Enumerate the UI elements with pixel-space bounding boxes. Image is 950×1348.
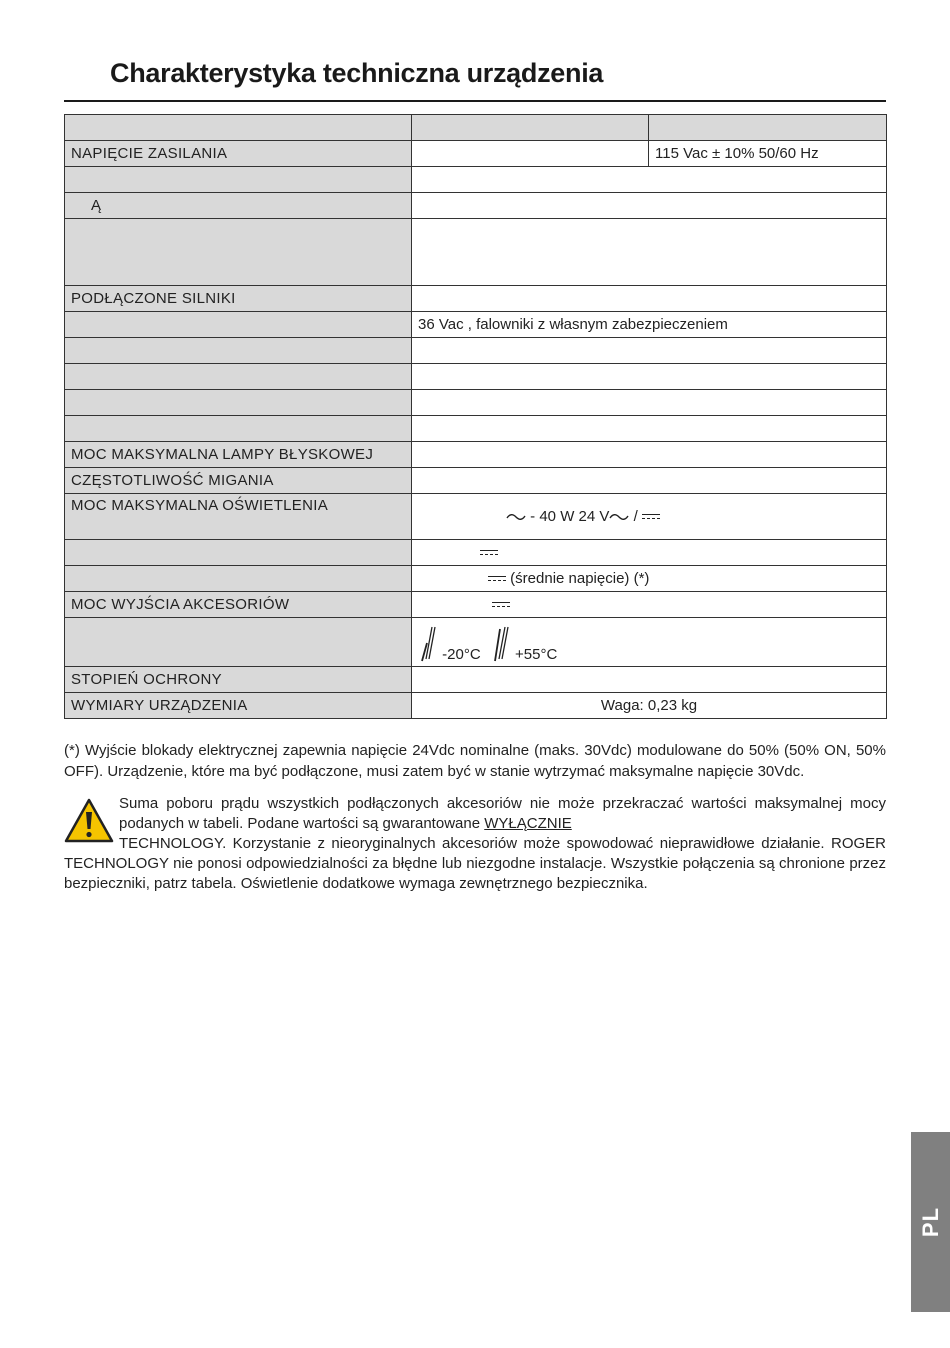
table-cell-value [412,667,887,693]
table-row [65,364,887,390]
table-cell-value [412,167,887,193]
table-cell-label [65,115,412,141]
table-row [65,219,887,286]
table-cell-label [65,540,412,566]
table-cell-value [412,468,887,494]
table-cell-value [412,416,887,442]
table-row [65,540,887,566]
page-title: Charakterystyka techniczna urządzenia [110,58,604,88]
table-cell-label: MOC MAKSYMALNA LAMPY BŁYSKOWEJ [65,442,412,468]
lock-voltage-text: (średnie napięcie) (*) [510,570,650,587]
table-cell-value [412,338,887,364]
warning-underlined: WYŁĄCZNIE [484,815,572,832]
table-row [65,667,887,693]
temp-min-text: -20°C [442,646,481,663]
language-tab-label: PL [917,1206,943,1238]
thermometer-icon [418,623,438,663]
table-cell-value [412,115,649,141]
table-row [65,416,887,442]
value-slash: / [633,508,638,525]
warning-indented [64,794,886,834]
footnote: (*) Wyjście blokady elektrycznej zapewnia napięcie 24Vdc nominalne (maks. 30Vdc) modulowane do 50% (50% ON, 50% OFF). Urządzenie, które ma być podłączone, musi zatem być w stanie wytrzymać maksymalne napięcie 30Vdc. [64,742,886,780]
table-cell-label [65,312,412,338]
table-cell-label [65,338,412,364]
table-cell-value [412,193,887,219]
table-cell-label [65,390,412,416]
table-cell-label [65,566,412,592]
lighting-power-text: 40 W 24 V [539,508,610,525]
table-row [65,141,887,167]
table-cell-label [65,416,412,442]
table-cell-value [412,219,887,286]
table-cell-label: Ą [65,193,412,219]
table-cell-label: NAPIĘCIE ZASILANIA [65,141,412,167]
dc-symbol-icon [480,550,498,557]
table-cell-value: Waga: 0,23 kg [412,693,887,719]
value-separator: - [530,508,536,525]
dc-symbol-icon [488,576,506,583]
table-cell-label [65,219,412,286]
table-cell-label: CZĘSTOTLIWOŚĆ MIGANIA [65,468,412,494]
table-row [65,312,887,338]
table-cell-value [412,286,887,312]
table-row [65,494,887,540]
table-cell-value [412,442,887,468]
table-row [65,693,887,719]
table-cell-label [65,364,412,390]
table-cell-value [412,494,887,540]
dc-symbol-icon [492,602,510,609]
table-row [65,468,887,494]
table-row [65,193,887,219]
table-row [65,167,887,193]
language-tab [911,1132,950,1312]
table-row [65,286,887,312]
warning-line1: Suma poboru prądu wszystkich podłączonych akcesoriów nie może przekraczać wartości maksymalnej mocy podanych w tabeli. Podane wartości są gwarantowane [119,795,886,832]
dc-symbol-icon [642,514,660,521]
title-divider [64,100,886,102]
table-row [65,618,887,667]
table-row [65,115,887,141]
table-row [65,338,887,364]
spec-table [64,114,887,719]
warning-line2: TECHNOLOGY. Korzystanie z nieoryginalnych akcesoriów może spowodować nieprawidłowe działanie. ROGER TECHNOLOGY nie ponosi odpowiedzialności za błędne lub niezgodne instalacje. Wszystkie połączenia są chronione przez bezpieczniki, patrz tabela. Oświetlenie dodatkowe wymaga zewnętrznego bezpiecznika. [64,835,886,892]
temp-max-text: +55°C [515,646,558,663]
table-row [65,592,887,618]
table-row [65,566,887,592]
table-cell-value: 36 Vac , falowniki z własnym zabezpieczeniem [412,312,887,338]
table-cell-label: MOC WYJŚCIA AKCESORIÓW [65,592,412,618]
table-cell-label: MOC MAKSYMALNA OŚWIETLENIA [65,494,412,540]
table-cell-value [412,364,887,390]
table-cell-label [65,618,412,667]
table-cell-label: STOPIEŃ OCHRONY [65,667,412,693]
table-cell-label: WYMIARY URZĄDZENIA [65,693,412,719]
table-cell-label [65,167,412,193]
table-cell-value [412,390,887,416]
table-cell-value [412,592,887,618]
table-cell-value [412,618,887,667]
table-cell-label: PODŁĄCZONE SILNIKI [65,286,412,312]
table-cell-value [412,141,649,167]
table-row [65,390,887,416]
table-cell-value [412,566,887,592]
table-cell-value: 115 Vac ± 10% 50/60 Hz [649,141,887,167]
table-cell-value [412,540,887,566]
warning-text [64,794,886,894]
table-row [65,442,887,468]
thermometer-icon [491,623,511,663]
ac-symbol-icon [609,512,629,522]
table-cell-value [649,115,887,141]
ac-symbol-icon [506,512,526,522]
